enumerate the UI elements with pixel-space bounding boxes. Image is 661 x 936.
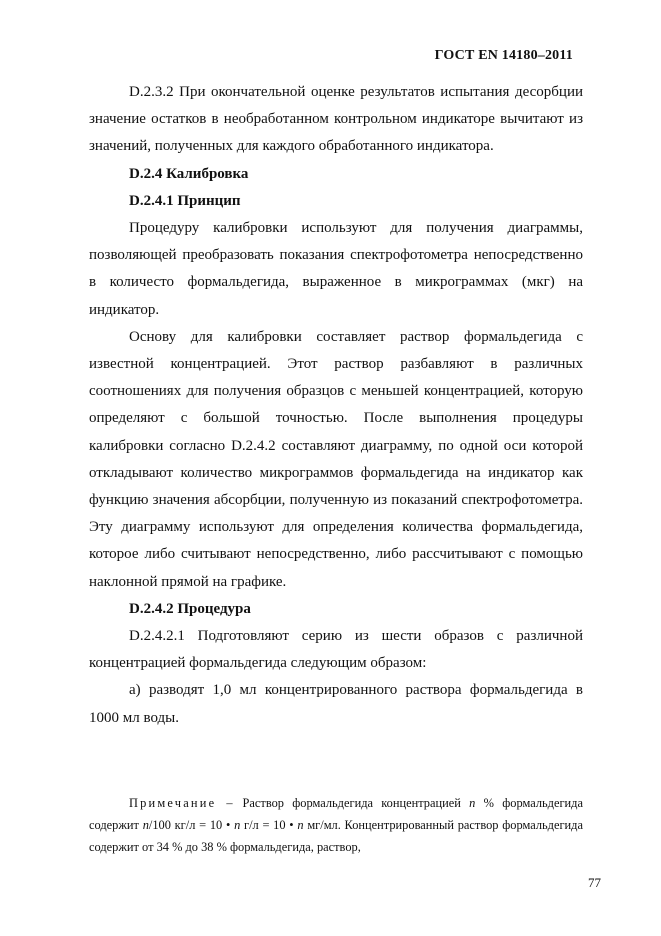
paragraph-procedure-diagram: Процедуру калибровки используют для получения диаграммы, позволяющей преобразовать показания спектрофотометра непосредственно в количесто формальдегида, выраженное в микрограммах (мкг) на индикатор. [89,220,583,318]
note-text-2: % формальдегида содержит [89,796,583,832]
paragraph-d2-3-2: D.2.3.2 При окончательной оценке результатов испытания десорбции значение остатков в необработанном контрольном индикаторе вычитают из значений, полученных для каждого обработанного индикатора. [89,84,583,155]
main-text [89,79,583,732]
heading-principle: D.2.4.1 Принцип [129,192,241,209]
note-text-3: /100 кг/л = 10 • [148,818,235,832]
note-dash: – [226,796,233,810]
list-item-a: а) разводят 1,0 мл концентрированного раствора формальдегида в 1000 мл воды. [89,682,583,726]
note-label: Примечание [129,796,217,810]
standard-header: ГОСТ EN 14180–2011 [434,48,573,63]
note-text-4: г/л = 10 • [240,818,298,832]
page-number: 77 [588,875,601,890]
heading-calibration: D.2.4 Калибровка [129,165,249,182]
note-var-n4: n [297,818,304,832]
footnote [89,792,583,858]
note-var-n2: n [142,818,149,832]
note-text-5: мг/мл. Концентрированный раствор формальдегида содержит от 34 % до 38 % формальдегида, раствор, [89,818,583,854]
note-text-1: Раствор формальдегида концентрацией [242,796,470,810]
note-var-n1: n [469,796,476,810]
note-var-n3: n [234,818,241,832]
heading-procedure: D.2.4.2 Процедура [129,600,251,617]
paragraph-d2-4-2-1: D.2.4.2.1 Подготовляют серию из шести образов с различной концентрацией формальдегида следующим образом: [89,628,583,672]
paragraph-calibration-basis: Основу для калибровки составляет раствор формальдегида с известной концентрацией. Этот раствор разбавляют в различных соотношениях для получения образцов с меньшей концентрацией, которую определяют с большой точностью. После выполнения процедуры калибровки согласно D.2.4.2 составляют диаграмму, по одной оси которой откладывают количество микрограммов формальдегида на индикатор как функцию значения абсорбции, полученную из показаний спектрофотометра. Эту диаграмму используют для определения количества формальдегида, которое либо считывают непосредственно, либо рассчитывают с помощью наклонной прямой на графике. [89,328,583,590]
